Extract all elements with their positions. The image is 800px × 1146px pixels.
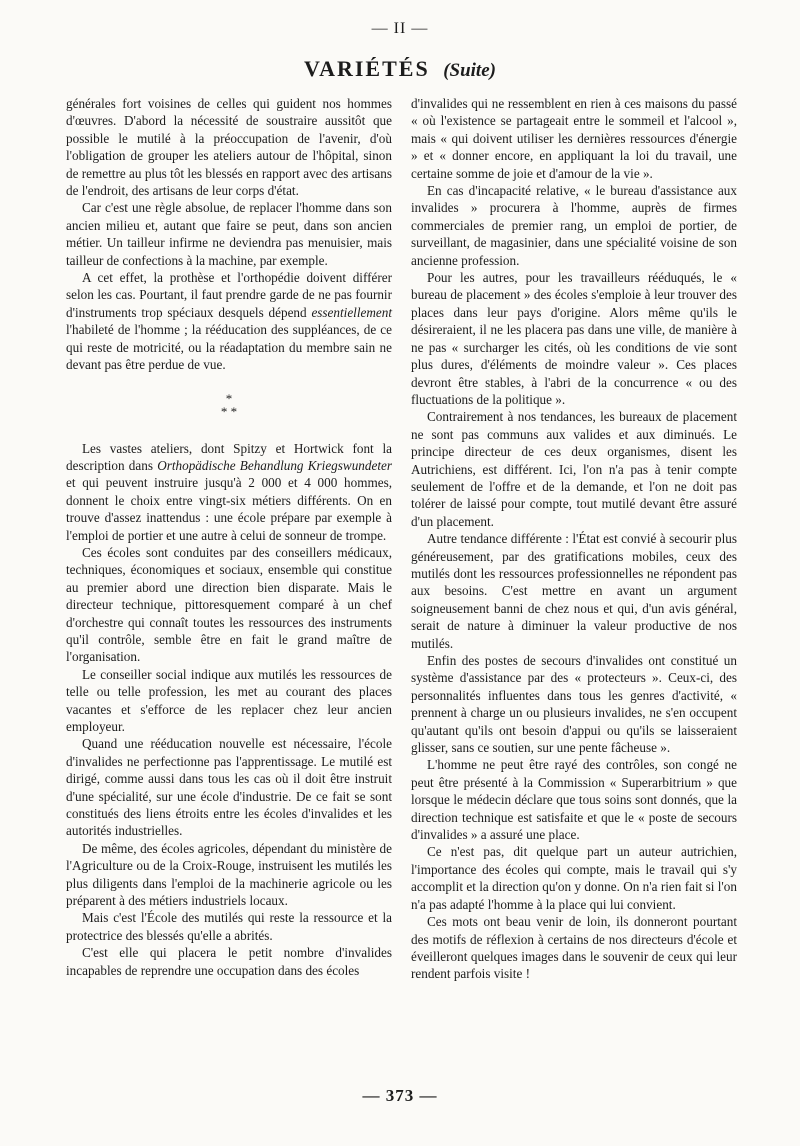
section-title-suffix: (Suite) — [443, 60, 496, 81]
paragraph: A cet effet, la prothèse et l'orthopédie doivent différer selon les cas. Pourtant, il faut prendre garde de ne pas fournir d'instruments trop spéciaux desquels dépend essentiellement l'habileté de l'homme ; la rééducation des suppléances, de ce qui reste de motricité, ou la réadaptation du membre sain ne devant pas être perdue de vue. — [66, 270, 392, 373]
left-column — [66, 95, 392, 979]
paragraph: En cas d'incapacité relative, « le bureau d'assistance aux invalides » procurera à l'homme, auprès de firmes commerciales de premier rang, un emploi de portier, de surveillant, de magasinier, dans une spécialité voisine de son ancienne profession. — [411, 183, 737, 268]
section-separator: * * * — [220, 390, 238, 419]
paragraph: Le conseiller social indique aux mutilés les ressources de telle ou telle profession, les met au courant des places vacantes et s'efforce de les replacer chez leur ancien employeur. — [66, 666, 392, 734]
paragraph: Contrairement à nos tendances, les bureaux de placement ne sont pas communs aux valides et aux diminués. Le principe directeur de ces deux organismes, disent les Autrichiens, est différent. Ici, l'on n'a pas à tenir compte seulement de l'offre et de la demande, et l'on ne doit pas tolérer de laissé pour compte, tout mutilé devant être assuré d'un placement. — [411, 409, 737, 529]
paragraph: Ces écoles sont conduites par des conseillers médicaux, techniques, économiques et sociaux, ensemble qui constitue au premier abord une direction bien disparate. Mais le directeur technique, pittoresquement comparé à un chef d'orchestre qui connaît toutes les ressources des instruments qu'il contrôle, semble être en fait le grand maître de l'organisation. — [66, 544, 392, 665]
paragraph: Les vastes ateliers, dont Spitzy et Hortwick font la description dans Orthopädische Behandlung Kriegswundeter et qui peuvent instruire jusqu'à 2 000 et 4 000 hommes, donnent le choix entre vingt-six métiers différents. On en trouve d'assez inattendus : une école prépare par exemple à l'emploi de portier et une autre à celui de sonneur de trompe. — [66, 440, 392, 543]
book-title: Orthopädische Behandlung Kriegswundeter — [157, 457, 392, 473]
page-number-bottom: — 373 — — [362, 1086, 438, 1105]
section-title-text: VARIÉTÉS — [304, 56, 430, 81]
paragraph: Enfin des postes de secours d'invalides ont constitué un système d'assistance par des « protecteurs ». Ceux-ci, des personnalités influentes dans tous les genres d'activité, « prennent à charge un ou plusieurs invalides, ne s'en occupent qu'autant qu'ils ont besoin d'appui ou qu'ils se laisseraient glisser, sans ce soutien, sur une pente fâcheuse ». — [411, 653, 737, 756]
paragraph: C'est elle qui placera le petit nombre d'invalides incapables de reprendre une occupation dans des écoles — [66, 945, 392, 978]
paragraph: Ces mots ont beau venir de loin, ils donneront pourtant des motifs de réflexion à certains de nos directeurs d'école et éveilleront quelques images dans le souvenir de ceux qui leur rendent parfois visite ! — [411, 914, 737, 982]
paragraph: Quand une rééducation nouvelle est nécessaire, l'école d'invalides ne perfectionne pas l'apprentissage. Le mutilé est dirigé, comme aussi dans tous les cas où il doit être instruit d'une spécialité, sur une école d'industrie. De ce fait se sont constitués des liens étroits entre les écoles d'invalides et les autorités industrielles. — [66, 736, 392, 839]
paragraph: Car c'est une règle absolue, de replacer l'homme dans son ancien milieu et, autant que faire se peut, dans son ancien métier. Un tailleur infirme ne deviendra pas menuisier, mais tailleur de confections à la machine, par exemple. — [66, 200, 392, 268]
paragraph: Pour les autres, pour les travailleurs rééduqués, le « bureau de placement » des écoles s'emploie à leur trouver des places dans leur pays d'origine. Alors même qu'ils le désireraient, il ne les placera pas dans une ville, de manière à ne pas « surcharger les cités, où les conditions de vie sont plus dures, d'éléments de moindre valeur ». Ces places devront être stables, à l'abri de la concurrence « ou des fluctuations de la politique ». — [411, 270, 737, 407]
section-title — [0, 56, 800, 82]
paragraph: L'homme ne peut être rayé des contrôles, son congé ne peut être présenté à la Commission « Superarbitrium » que lorsque le médecin déclare que tous soins sont donnés, que la direction technique est satisfaite et que le « poste de secours d'invalides » a assuré une place. — [411, 757, 737, 843]
paragraph: Mais c'est l'École des mutilés qui reste la ressource et la protectrice des blessés qu'elle a abrités. — [66, 910, 392, 943]
page-number-top: — II — — [371, 20, 429, 37]
right-column — [411, 95, 737, 983]
emphasis: essentiellement — [311, 304, 392, 320]
paragraph: Autre tendance différente : l'État est convié à secourir plus généreusement, par des gratifications mobiles, ceux des mutilés dont les ressources professionnelles ne répondent pas aux besoins. C'est mettre en avant un argument soigneusement banni de chez nous et qui, d'un avis général, serait de nature à diminuer la valeur productive de nos mutilés. — [411, 531, 737, 651]
paragraph: d'invalides qui ne ressemblent en rien à ces maisons du passé « où l'existence se partageait entre le sommeil et l'alcool », mais « qui doivent utiliser les dernières ressources d'énergie » et « donner encore, en appliquant la loi du travail, une certaine somme de joie et d'amour de la vie ». — [411, 96, 737, 181]
paragraph: De même, des écoles agricoles, dépendant du ministère de l'Agriculture ou de la Croix-Rouge, instruisent les mutilés les plus diligents dans l'emploi de la machinerie agricole ou les préparent à des métiers industriels locaux. — [66, 840, 392, 909]
paragraph: générales fort voisines de celles qui guident nos hommes d'œuvres. D'abord la nécessité de soustraire aussitôt que possible le mutilé à la préoccupation de l'avenir, d'où l'obligation de grouper les ateliers autour de l'hôpital, sinon de remettre au plus tôt les blessés en rapport avec des artisans de l'endroit, des artisans de leur corps d'état. — [66, 96, 392, 199]
paragraph: Ce n'est pas, dit quelque part un auteur autrichien, l'importance des écoles qui compte, mais le travail qui s'y accomplit et la direction qu'on y donne. On n'a rien fait si l'on n'a pas adapté l'homme à la place qui lui convient. — [411, 844, 737, 912]
